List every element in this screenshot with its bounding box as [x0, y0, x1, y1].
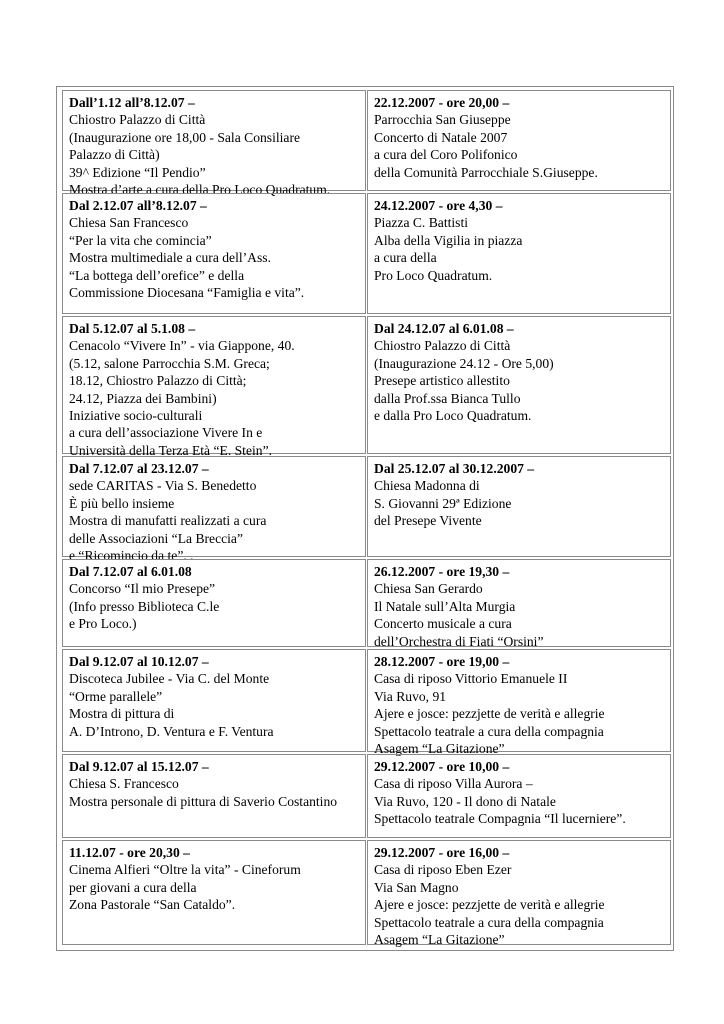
event-detail-line: Ajere e josce: pezzjette de verità e allegrie [374, 706, 605, 722]
event-detail-line: a cura dell’associazione Vivere In e [69, 425, 263, 441]
event-detail-line: Spettacolo teatrale a cura della compagnia [374, 914, 604, 930]
event-detail-line: Casa di riposo Vittorio Emanuele II [374, 671, 568, 687]
event-detail-line: Commissione Diocesana “Famiglia e vita”. [69, 285, 305, 301]
event-detail-line: Chiostro Palazzo di Città [374, 338, 511, 354]
event-detail-line: Chiesa S. Francesco [69, 776, 179, 792]
event-date-title: Dall’1.12 all’8.12.07 – [69, 95, 195, 110]
event-cell-left [62, 649, 366, 752]
event-detail-line: a cura della [374, 250, 437, 266]
event-detail-line: Parrocchia San Giuseppe [374, 112, 511, 128]
event-cell-right [367, 559, 671, 647]
event-date-title: 29.12.2007 - ore 10,00 – [374, 759, 510, 774]
event-cell-left [62, 193, 366, 314]
event-date-title: 22.12.2007 - ore 20,00 – [374, 95, 510, 110]
event-detail-line: Mostra d’arte a cura della Pro Loco Quadratum. [69, 182, 331, 198]
event-detail-line: dalla Prof.ssa Bianca Tullo [374, 390, 521, 406]
event-cell-right [367, 649, 671, 757]
event-detail-line: “Orme parallele” [69, 688, 163, 704]
event-detail-line: È più bello insieme [69, 495, 175, 511]
event-cell-left [62, 456, 366, 564]
event-date-title: Dal 2.12.07 all’8.12.07 – [69, 198, 207, 213]
event-date-title: Dal 7.12.07 al 23.12.07 – [69, 461, 209, 476]
event-detail-line: Mostra personale di pittura di Saverio Costantino [69, 793, 338, 809]
event-detail-line: Alba della Vigilia in piazza [374, 232, 523, 248]
event-detail-line: 18.12, Chiostro Palazzo di Città; [69, 373, 247, 389]
event-date-title: 28.12.2007 - ore 19,00 – [374, 654, 510, 669]
event-date-title: Dal 5.12.07 al 5.1.08 – [69, 321, 196, 336]
event-detail-line: Palazzo di Città) [69, 147, 160, 163]
event-detail-line: Cinema Alfieri “Oltre la vita” - Cineforum [69, 862, 301, 878]
event-detail-line: Casa di riposo Villa Aurora – [374, 776, 533, 792]
event-detail-line: Chiesa San Gerardo [374, 581, 483, 597]
event-detail-line: (Inaugurazione 24.12 - Ore 5,00) [374, 355, 554, 371]
event-detail-line: Zona Pastorale “San Cataldo”. [69, 897, 236, 913]
event-detail-line: Concerto musicale a cura [374, 616, 512, 632]
event-detail-line: Asagem “La Gitazione” [374, 932, 505, 948]
event-detail-line: Discoteca Jubilee - Via C. del Monte [69, 671, 270, 687]
event-detail-line: Piazza C. Battisti [374, 215, 469, 231]
event-detail-line: S. Giovanni 29ª Edizione [374, 495, 512, 511]
event-detail-line: Spettacolo teatrale Compagnia “Il lucerniere”. [374, 811, 626, 827]
event-detail-line: e “Ricomincio da te”. . [69, 548, 194, 564]
event-detail-line: Via San Magno [374, 879, 459, 895]
event-detail-line: Chiostro Palazzo di Città [69, 112, 206, 128]
event-date-title: Dal 7.12.07 al 6.01.08 [69, 564, 192, 579]
event-detail-line: Chiesa San Francesco [69, 215, 189, 231]
event-date-title: Dal 9.12.07 al 15.12.07 – [69, 759, 209, 774]
event-cell-right [367, 90, 671, 191]
event-cell-left [62, 90, 366, 198]
event-detail-line: (Inaugurazione ore 18,00 - Sala Consiliare [69, 129, 301, 145]
event-detail-line: Mostra di manufatti realizzati a cura [69, 513, 267, 529]
event-date-title: 29.12.2007 - ore 16,00 – [374, 845, 510, 860]
event-detail-line: e dalla Pro Loco Quadratum. [374, 408, 532, 424]
event-detail-line: Concorso “Il mio Presepe” [69, 581, 216, 597]
event-detail-line: Iniziative socio-culturali [69, 408, 203, 424]
event-cell-right [367, 840, 671, 948]
event-date-title: 26.12.2007 - ore 19,30 – [374, 564, 510, 579]
event-detail-line: e Pro Loco.) [69, 616, 137, 632]
event-cell-right [367, 193, 671, 314]
event-detail-line: Cenacolo “Vivere In” - via Giappone, 40. [69, 338, 295, 354]
event-cell-left [62, 559, 366, 647]
event-detail-line: sede CARITAS - Via S. Benedetto [69, 478, 257, 494]
event-detail-line: dell’Orchestra di Fiati “Orsini” [374, 633, 544, 649]
event-date-title: Dal 25.12.07 al 30.12.2007 – [374, 461, 535, 476]
event-detail-line: Presepe artistico allestito [374, 373, 510, 389]
event-cell-left [62, 754, 366, 838]
event-date-title: 11.12.07 - ore 20,30 – [69, 845, 190, 860]
event-detail-line: Via Ruvo, 120 - Il dono di Natale [374, 793, 556, 809]
event-cell-right [367, 316, 671, 454]
event-detail-line: Spettacolo teatrale a cura della compagnia [374, 723, 604, 739]
event-cell-right [367, 754, 671, 838]
event-detail-line: Via Ruvo, 91 [374, 688, 447, 704]
event-detail-line: (5.12, salone Parrocchia S.M. Greca; [69, 355, 270, 371]
event-cell-right [367, 456, 671, 557]
event-detail-line: Asagem “La Gitazione” [374, 741, 505, 757]
event-date-title: Dal 24.12.07 al 6.01.08 – [374, 321, 514, 336]
event-cell-left [62, 316, 366, 458]
event-detail-line: 24.12, Piazza dei Bambini) [69, 390, 217, 406]
event-detail-line: “Per la vita che comincia” [69, 232, 212, 248]
event-date-title: 24.12.2007 - ore 4,30 – [374, 198, 503, 213]
event-detail-line: A. D’Introno, D. Ventura e F. Ventura [69, 723, 274, 739]
event-detail-line: Casa di riposo Eben Ezer [374, 862, 512, 878]
event-detail-line: della Comunità Parrocchiale S.Giuseppe. [374, 164, 598, 180]
event-detail-line: Il Natale sull’Alta Murgia [374, 598, 516, 614]
event-detail-line: Mostra multimediale a cura dell’Ass. [69, 250, 271, 266]
event-detail-line: Chiesa Madonna di [374, 478, 480, 494]
event-detail-line: del Presepe Vivente [374, 513, 482, 529]
event-detail-line: Mostra di pittura di [69, 706, 175, 722]
event-date-title: Dal 9.12.07 al 10.12.07 – [69, 654, 209, 669]
event-detail-line: Ajere e josce: pezzjette de verità e allegrie [374, 897, 605, 913]
event-detail-line: Pro Loco Quadratum. [374, 267, 493, 283]
event-detail-line: (Info presso Biblioteca C.le [69, 598, 220, 614]
event-detail-line: Università della Terza Età “E. Stein”. [69, 442, 272, 458]
event-cell-left [62, 840, 366, 945]
event-detail-line: Concerto di Natale 2007 [374, 129, 508, 145]
event-detail-line: 39^ Edizione “Il Pendio” [69, 164, 206, 180]
event-detail-line: a cura del Coro Polifonico [374, 147, 518, 163]
event-detail-line: per giovani a cura della [69, 879, 197, 895]
event-detail-line: delle Associazioni “La Breccia” [69, 530, 243, 546]
event-detail-line: “La bottega dell’orefice” e della [69, 267, 245, 283]
